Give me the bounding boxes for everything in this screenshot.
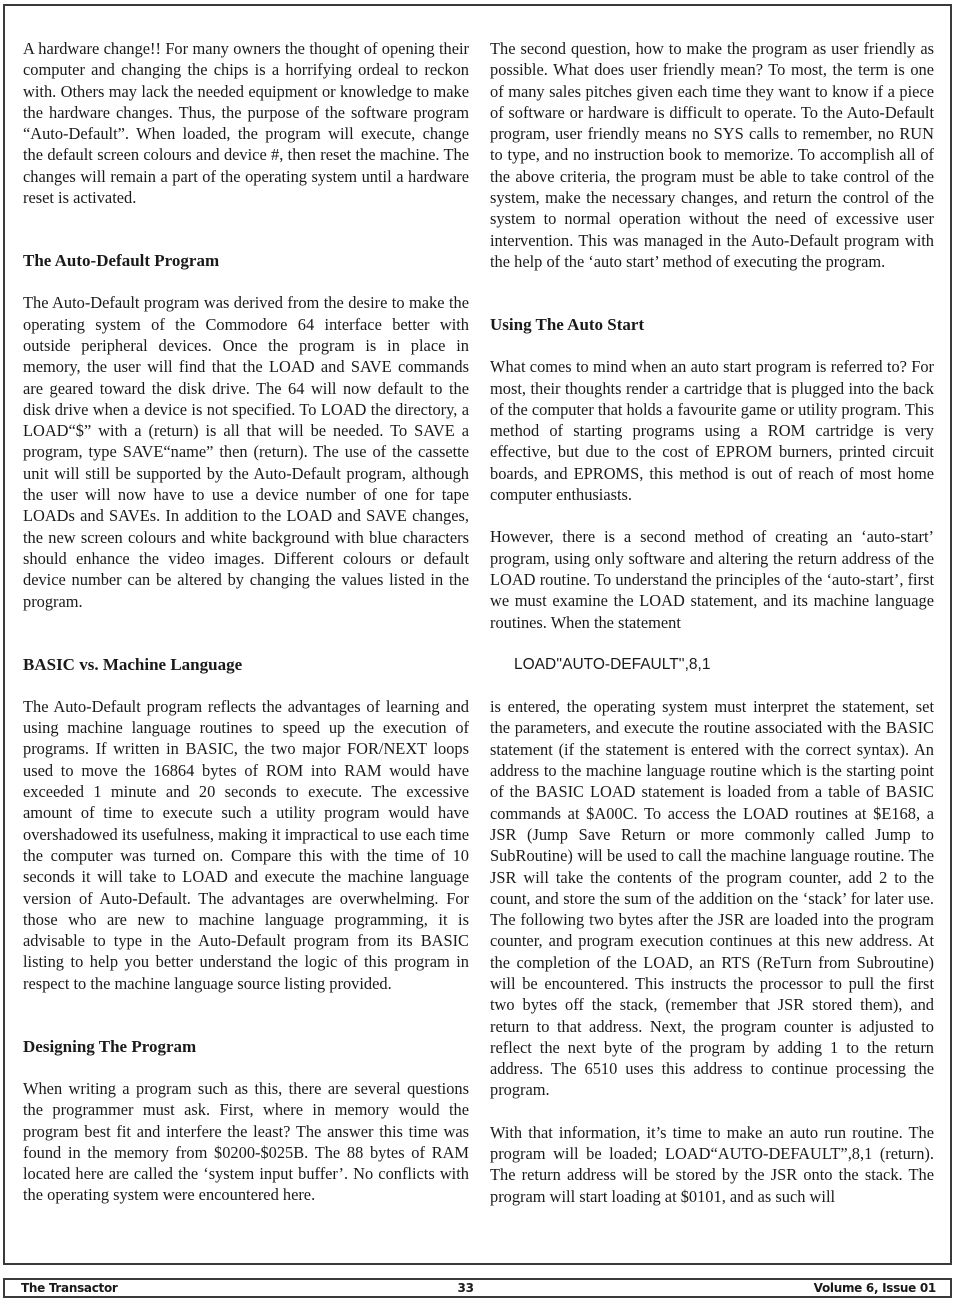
body-paragraph: With that information, it’s time to make an auto run routine. The program will be loaded; LOAD“AUTO-DEFAULT”,8,1 (return). The return address will be stored by the JSR onto the stack. The program will start loading at $0101, and as such will bbox=[490, 1122, 934, 1206]
section-heading-basic-vs-ml: BASIC vs. Machine Language bbox=[23, 654, 243, 674]
section-heading-auto-default-program: The Auto-Default Program bbox=[23, 251, 220, 271]
intro-paragraph: A hardware change!! For many owners the thought of opening their computer and changing the chips is a horrifying ordeal to reckon with. Others may lack the needed equipment or knowledge to make the hardware changes. Thus, the purpose of the software program “Auto-Default”. When loaded, the program will execute, change the default screen colours and device #, then reset the machine. The changes will remain a part of the operating system until a hardware reset is activated. bbox=[23, 39, 469, 208]
section-heading-using-auto-start: Using The Auto Start bbox=[490, 315, 645, 335]
body-paragraph: The Auto-Default program reflects the advantages of learning and using machine language routines to speed up the execution of programs. If written in BASIC, the two major FOR/NEXT loops used to move the 16864 bytes of ROM into RAM would have exceeded 1 minute and 20 seconds to execute. The excessive amount of time to execute such a utility program would have overshadowed its usefulness, making it impractical to use each time the computer was turned on. Compare this with the time of 10 seconds it will take to LOAD and execute the machine language version of Auto-Default. The advantages are overwhelming. For those who are new to machine language programming, it is advisable to type in the Auto-Default program from its BASIC listing to help you better understand the logic of this program in respect to the machine language source listing provided. bbox=[23, 696, 469, 993]
body-paragraph: is entered, the operating system must interpret the statement, set the parameters, and execute the routine associated with the BASIC statement (if the statement is entered with the correct syntax). An address to the machine language routine which is the starting point of the BASIC LOAD statement is loaded from a table of BASIC commands at $A00C. To access the LOAD routines at $E168, a JSR (Jump Save Return or more commonly called Jump to SubRoutine) will be used to call the machine language routine. The JSR will take the contents of the program counter, add 2 to the count, and store the sum of the addition on the ‘stack’ for later use. The following two bytes after the JSR are loaded into the program counter, and program execution continues at this new address. At the completion of the LOAD, an RTS (ReTurn from Subroutine) will be encountered. This instructs the processor to pull the first two bytes off the stack, (remember that JSR stored them), and return to that address. Next, the program counter is adjusted to reflect the next byte of the program by adding 1 to the return address. The 6510 uses this address to continue processing the program. bbox=[490, 697, 934, 1100]
page-footer bbox=[3, 1278, 952, 1298]
footer-issue: Volume 6, Issue 01 bbox=[813, 1281, 936, 1295]
right-column bbox=[490, 38, 934, 1207]
body-paragraph: What comes to mind when an auto start program is referred to? For most, their thoughts render a cartridge that is plugged into the back of the computer that holds a favourite game or utility program. This method of starting programs using a ROM cartridge is very effective, but due to the cost of EPROM burners, printed circuit boards, and EPROMS, this method is out of reach of most home computer enthusiasts. bbox=[490, 357, 934, 505]
body-paragraph: The second question, how to make the program as user friendly as possible. What does user friendly mean? To most, the term is one of many sales pitches given each time they want to know if a piece of software or hardware is difficult to operate. To the Auto-Default program, user friendly means no SYS calls to remember, no RUN to type, and no instruction book to memorize. To accomplish all of the above criteria, the program must be able to take control of the system, make the necessary changes, and return the control of the system to normal operation without the need of excessive user intervention. This was managed in the Auto-Default program with the help of the ‘auto start’ method of executing the program. bbox=[490, 39, 934, 271]
body-paragraph: However, there is a second method of creating an ‘auto-start’ program, using only software and altering the return address of the LOAD routine. To understand the principles of the ‘auto-start’, first we must examine the LOAD statement, and its machine language routines. When the statement bbox=[490, 527, 934, 632]
body-paragraph: When writing a program such as this, there are several questions the programmer must ask. First, where in memory would the program best fit and interfere the least? The answer this time was found in the memory from $0200-$025B. The 88 bytes of RAM located here are called the ‘system input buffer’. No conflicts with the operating system were encountered here. bbox=[23, 1078, 469, 1205]
footer-page-number: 33 bbox=[457, 1281, 474, 1295]
body-paragraph: The Auto-Default program was derived from the desire to make the operating system of the Commodore 64 interface better with outside peripheral devices. Once the program is in place in memory, the user will find that the LOAD and SAVE commands are geared toward the disk drive. The 64 will now default to the disk drive when a device is not specified. To LOAD the directory, a LOAD“$” with a (return) is all that will be needed. To SAVE a program, type SAVE“name” then (return). The use of the cassette unit will still be supported by the Auto-Default program, although the user will now have to use a device number of one for tape LOADs and SAVEs. In addition to the LOAD and SAVE changes, the new screen colours and white background with blue characters should enhance the video images. Different colours or default device number can be altered by changing the values listed in the program. bbox=[23, 293, 469, 611]
code-statement: LOAD''AUTO-DEFAULT'',8,1 bbox=[514, 655, 711, 673]
left-column bbox=[23, 38, 469, 1206]
section-heading-designing-program: Designing The Program bbox=[23, 1036, 197, 1056]
footer-publication: The Transactor bbox=[21, 1281, 118, 1295]
